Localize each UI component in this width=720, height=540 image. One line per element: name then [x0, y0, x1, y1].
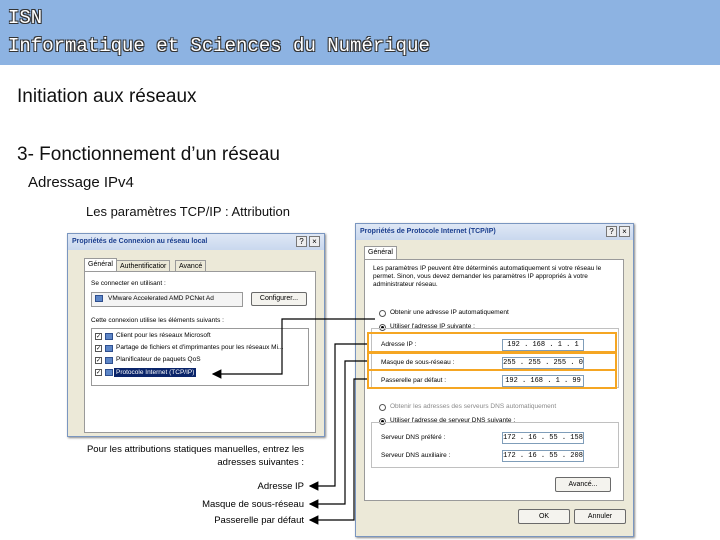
auto-ip-label: Obtenir une adresse IP automatiquement — [390, 309, 509, 316]
mask-annotation: Masque de sous-réseau — [202, 499, 304, 510]
static-dns-label: Utiliser l'adresse de serveur DNS suivante : — [390, 417, 516, 424]
tab-authentication[interactable]: Authentificatior — [116, 260, 170, 273]
tab-advanced[interactable]: Avancé — [175, 260, 206, 273]
item-checkbox[interactable]: ✓ — [96, 358, 102, 364]
advanced-button[interactable]: Avancé... — [555, 477, 611, 492]
preferred-dns-input[interactable]: 172 . 16 . 55 . 158 — [503, 434, 583, 442]
intro-text: Les paramètres IP peuvent être déterminés automatiquement si votre réseau le permet. Sinon, vous devez demander les paramètres IP appropriés à votre administrateur réseau. — [373, 265, 602, 288]
header-line-1: ISN — [8, 7, 43, 29]
tab-general[interactable]: Général — [364, 246, 397, 259]
list-item[interactable]: Planificateur de paquets QoS — [116, 356, 201, 363]
mask-label: Masque de sous-réseau : — [381, 359, 455, 366]
item-checkbox[interactable]: ✓ — [96, 370, 102, 376]
gateway-input[interactable]: 192 . 168 . 1 . 99 — [502, 375, 584, 387]
tcpip-to-dialog-arrow — [213, 319, 375, 374]
dialog-title: Propriétés de Connexion au réseau local — [72, 238, 208, 245]
static-note-line1: Pour les attributions statiques manuelles, entrez les — [86, 444, 304, 455]
dialog-title: Propriétés de Protocole Internet (TCP/IP) — [360, 228, 496, 235]
list-item[interactable]: Client pour les réseaux Microsoft — [116, 332, 211, 339]
list-item[interactable]: Partage de fichiers et d'imprimantes pour les réseaux Mi... — [116, 344, 284, 351]
list-item-tcpip[interactable]: Protocole Internet (TCP/IP) — [116, 369, 195, 376]
close-button[interactable]: × — [619, 226, 630, 237]
elements-label: Cette connexion utilise les éléments suivants : — [91, 317, 224, 324]
ip-annotation: Adresse IP — [257, 481, 304, 492]
auto-dns-label: Obtenir les adresses des serveurs DNS automatiquement — [390, 403, 557, 410]
mask-arrow — [310, 361, 367, 504]
dns1-label: Serveur DNS préféré : — [381, 434, 446, 441]
adapter-name: VMware Accelerated AMD PCNet Ad — [108, 295, 214, 302]
tab-general[interactable]: Général — [84, 258, 117, 271]
slide-subtitle: Adressage IPv4 — [28, 174, 134, 191]
help-button[interactable]: ? — [296, 236, 307, 247]
ip-arrow — [310, 344, 367, 486]
static-ip-label: Utiliser l'adresse IP suivante : — [390, 323, 475, 330]
close-button[interactable]: × — [309, 236, 320, 247]
slide-caption: Les paramètres TCP/IP : Attribution — [86, 204, 291, 219]
cancel-button[interactable]: Annuler — [574, 509, 626, 524]
gateway-annotation: Passerelle par défaut — [214, 515, 304, 526]
static-note-line2: adresses suivantes : — [217, 457, 304, 468]
ip-label: Adresse IP : — [381, 341, 417, 348]
dns2-label: Serveur DNS auxiliaire : — [381, 452, 451, 459]
connect-using-label: Se connecter en utilisant : — [91, 280, 166, 287]
subnet-mask-input[interactable]: 255 . 255 . 255 . 0 — [503, 359, 583, 367]
item-checkbox[interactable]: ✓ — [96, 334, 102, 340]
alternate-dns-input[interactable]: 172 . 16 . 55 . 208 — [503, 452, 583, 460]
slide-title-1: Initiation aux réseaux — [17, 86, 197, 107]
header-line-2: Informatique et Sciences du Numérique — [8, 35, 430, 57]
slide-title-2: 3- Fonctionnement d’un réseau — [17, 144, 280, 165]
gateway-arrow — [310, 379, 367, 520]
ip-address-input[interactable]: 192 . 168 . 1 . 1 — [502, 339, 584, 351]
configure-button[interactable]: Configurer... — [251, 292, 307, 306]
gateway-label: Passerelle par défaut : — [381, 377, 447, 384]
help-button[interactable]: ? — [606, 226, 617, 237]
item-checkbox[interactable]: ✓ — [96, 346, 102, 352]
ok-button[interactable]: OK — [518, 509, 570, 524]
